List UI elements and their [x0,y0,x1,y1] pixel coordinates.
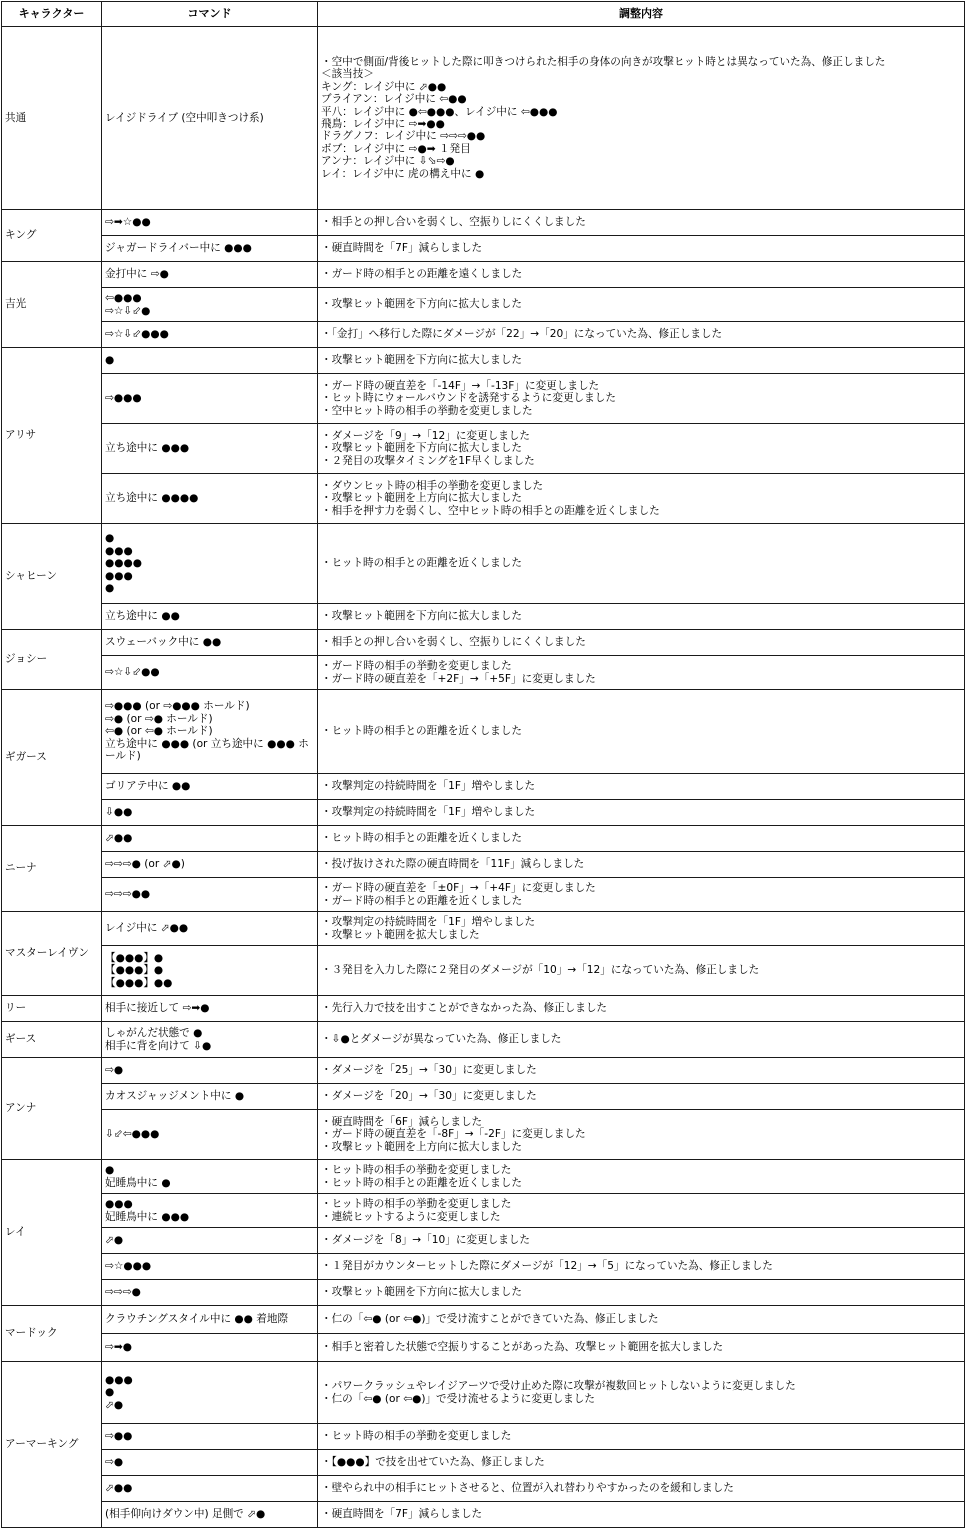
command-cell: ⇨☆●●● [102,1254,318,1280]
table-row [2,1450,965,1476]
command-cell: ⇨➡☆●● [102,210,318,236]
command-cell: ⬀●● [102,826,318,852]
command-cell: ⇨●●● (or ⇨●●● ホールド) ⇨● (or ⇨● ホールド) ⇦● (or ⇦● ホールド) 立ち途中に ●●● (or 立ち途中に ●●● ホールド) [102,690,318,774]
command-cell: ⇩●● [102,800,318,826]
table-row [2,322,965,348]
table-row [2,1476,965,1502]
table-row [2,800,965,826]
table-row [2,424,965,474]
adjustment-cell: ・ダメージを「8」→「10」に変更しました [318,1228,965,1254]
table-row [2,262,965,288]
command-cell: 立ち途中に ●●● [102,424,318,474]
table-row [2,690,965,774]
patch-notes-table [1,1,965,1528]
character-name: アンナ [2,1058,102,1160]
adjustment-cell: ・⇩●とダメージが異なっていた為、修正しました [318,1022,965,1058]
command-cell: ⇨● [102,1450,318,1476]
command-cell: ⇨⇨⇨●● [102,878,318,912]
command-cell: ⇨➡● [102,1334,318,1362]
adjustment-cell: ・【●●●】で技を出せていた為、修正しました [318,1450,965,1476]
command-cell: ⇨⇨⇨● (or ⬀●) [102,852,318,878]
character-name: アリサ [2,348,102,524]
command-cell: しゃがんだ状態で ● 相手に背を向けて ⇩● [102,1022,318,1058]
table-row [2,630,965,656]
command-cell: ⇨⇨⇨● [102,1280,318,1306]
adjustment-cell: ・硬直時間を「6F」減らしました ・ガード時の硬直差を「-8F」→「-2F」に変更しました ・攻撃ヒット範囲を上方向に拡大しました [318,1110,965,1160]
table-row [2,1022,965,1058]
command-cell: 相手に接近して ⇨➡● [102,996,318,1022]
command-cell: ● 妃睡鳥中に ● [102,1160,318,1194]
table-row [2,374,965,424]
character-name: アーマーキング [2,1362,102,1528]
command-cell: ⇦●●● ⇨☆⇩⬃● [102,288,318,322]
table-row [2,236,965,262]
command-cell: ●●● ● ⬀● [102,1362,318,1424]
table-row [2,1160,965,1194]
command-cell: ● [102,348,318,374]
adjustment-cell: ・ガード時の相手の挙動を変更しました ・ガード時の硬直差を「+2F」→「+5F」に変更しました [318,656,965,690]
header-adjustment: 調整内容 [318,2,965,27]
command-cell: 立ち途中に ●●●● [102,474,318,524]
adjustment-cell: ・ガード時の硬直差を「-14F」→「-13F」に変更しました ・ヒット時にウォールバウンドを誘発するように変更しました ・空中ヒット時の相手の挙動を変更しました [318,374,965,424]
table-row [2,288,965,322]
adjustment-cell: ・ダメージを「25」→「30」に変更しました [318,1058,965,1084]
adjustment-cell: ・空中で側面/背後ヒットした際に叩きつけられた相手の身体の向きが攻撃ヒット時とは異なっていた為、修正しました ＜該当技＞ キング：レイジ中に ⬀●● ブライアン：レイジ中に ⇦●● 平八：レイジ中に ●⇦●●●、レイジ中に ⇦●●● 飛鳥：レイジ中に ⇨➡●● ドラグノフ：レイジ中に ⇨⇨⇨●● ボブ：レイジ中に ⇨●➡ １発目 アンナ：レイジ中に ⇩⬂⇨● レイ：レイジ中に 虎の構え中に ● [318,27,965,210]
adjustment-cell: ・投げ抜けされた際の硬直時間を「11F」減らしました [318,852,965,878]
character-name: マードック [2,1306,102,1362]
adjustment-cell: ・硬直時間を「7F」減らしました [318,236,965,262]
table-row [2,210,965,236]
command-cell: ⇨● [102,1058,318,1084]
character-name: ギース [2,1022,102,1058]
adjustment-cell: ・攻撃ヒット範囲を下方向に拡大しました [318,604,965,630]
adjustment-cell: ・ヒット時の相手の挙動を変更しました ・連続ヒットするように変更しました [318,1194,965,1228]
table-row [2,946,965,996]
table-row [2,1194,965,1228]
adjustment-cell: ・ヒット時の相手の挙動を変更しました [318,1424,965,1450]
adjustment-cell: ・ヒット時の相手との距離を近くしました [318,826,965,852]
table-row [2,1084,965,1110]
table-header-row [2,2,965,27]
adjustment-cell: ・攻撃ヒット範囲を下方向に拡大しました [318,1280,965,1306]
table-row [2,1334,965,1362]
table-row [2,1228,965,1254]
command-cell: (相手仰向けダウン中) 足側で ⬀● [102,1502,318,1528]
character-name: マスターレイヴン [2,912,102,996]
command-cell: レイジドライブ (空中叩きつけ系) [102,27,318,210]
command-cell: 金打中に ⇨● [102,262,318,288]
command-cell: ⇩⬃⇦●●● [102,1110,318,1160]
adjustment-cell: ・３発目を入力した際に２発目のダメージが「10」→「12」になっていた為、修正しました [318,946,965,996]
command-cell: ジャガードライバー中に ●●● [102,236,318,262]
adjustment-cell: ・相手との押し合いを弱くし、空振りしにくくしました [318,210,965,236]
adjustment-cell: ・相手と密着した状態で空振りすることがあった為、攻撃ヒット範囲を拡大しました [318,1334,965,1362]
adjustment-cell: ・ダメージを「20」→「30」に変更しました [318,1084,965,1110]
command-cell: 【●●●】● 【●●●】● 【●●●】●● [102,946,318,996]
character-name: 吉光 [2,262,102,348]
table-row [2,1280,965,1306]
table-row [2,1362,965,1424]
table-row [2,1058,965,1084]
adjustment-cell: ・ガード時の硬直差を「±0F」→「+4F」に変更しました ・ガード時の相手との距離を近くしました [318,878,965,912]
table-row [2,1110,965,1160]
command-cell: ⬀● [102,1228,318,1254]
table-row [2,996,965,1022]
adjustment-cell: ・ダウンヒット時の相手の挙動を変更しました ・攻撃ヒット範囲を上方向に拡大しました ・相手を押す力を弱くし、空中ヒット時の相手との距離を近くしました [318,474,965,524]
character-name: リー [2,996,102,1022]
table-row [2,912,965,946]
table-row [2,852,965,878]
character-name: シャヒーン [2,524,102,630]
table-row [2,826,965,852]
adjustment-cell: ・ダメージを「9」→「12」に変更しました ・攻撃ヒット範囲を下方向に拡大しました ・２発目の攻撃タイミングを1F早くしました [318,424,965,474]
command-cell: ⇨☆⇩⬃●●● [102,322,318,348]
adjustment-cell: ・「金打」へ移行した際にダメージが「22」→「20」になっていた為、修正しました [318,322,965,348]
command-cell: ●●● 妃睡鳥中に ●●● [102,1194,318,1228]
adjustment-cell: ・相手との押し合いを弱くし、空振りしにくくしました [318,630,965,656]
adjustment-cell: ・攻撃ヒット範囲を下方向に拡大しました [318,288,965,322]
command-cell: ⇨☆⇩⬃●● [102,656,318,690]
table-row [2,1306,965,1334]
adjustment-cell: ・仁の「⇦● (or ⇦●)」で受け流すことができていた為、修正しました [318,1306,965,1334]
table-row [2,604,965,630]
header-command: コマンド [102,2,318,27]
character-name: キング [2,210,102,262]
adjustment-cell: ・１発目がカウンターヒットした際にダメージが「12」→「5」になっていた為、修正しました [318,1254,965,1280]
command-cell: ゴリアテ中に ●● [102,774,318,800]
character-name: ジョシー [2,630,102,690]
adjustment-cell: ・攻撃ヒット範囲を下方向に拡大しました [318,348,965,374]
command-cell: ● ●●● ●●●● ●●● ● [102,524,318,604]
adjustment-cell: ・硬直時間を「7F」減らしました [318,1502,965,1528]
command-cell: ⇨●● [102,1424,318,1450]
command-cell: スウェーバック中に ●● [102,630,318,656]
command-cell: ⬀●● [102,1476,318,1502]
table-row [2,27,965,210]
character-name: ニーナ [2,826,102,912]
table-row [2,1502,965,1528]
adjustment-cell: ・ヒット時の相手との距離を近くしました [318,690,965,774]
header-character: キャラクター [2,2,102,27]
table-body [2,27,965,1528]
command-cell: 立ち途中に ●● [102,604,318,630]
command-cell: レイジ中に ⬀●● [102,912,318,946]
table-row [2,1424,965,1450]
command-cell: ⇨●●● [102,374,318,424]
adjustment-cell: ・ガード時の相手との距離を遠くしました [318,262,965,288]
table-row [2,1254,965,1280]
table-row [2,656,965,690]
table-row [2,348,965,374]
character-name: ギガース [2,690,102,826]
adjustment-cell: ・ヒット時の相手との距離を近くしました [318,524,965,604]
adjustment-cell: ・攻撃判定の持続時間を「1F」増やしました [318,774,965,800]
adjustment-cell: ・パワークラッシュやレイジアーツで受け止めた際に攻撃が複数回ヒットしないように変更しました ・仁の「⇦● (or ⇦●)」で受け流せるように変更しました [318,1362,965,1424]
command-cell: クラウチングスタイル中に ●● 着地際 [102,1306,318,1334]
adjustment-cell: ・先行入力で技を出すことができなかった為、修正しました [318,996,965,1022]
character-name: 共通 [2,27,102,210]
adjustment-cell: ・攻撃判定の持続時間を「1F」増やしました [318,800,965,826]
adjustment-cell: ・攻撃判定の持続時間を「1F」増やしました ・攻撃ヒット範囲を拡大しました [318,912,965,946]
table-row [2,474,965,524]
adjustment-cell: ・ヒット時の相手の挙動を変更しました ・ヒット時の相手との距離を近くしました [318,1160,965,1194]
adjustment-cell: ・壁やられ中の相手にヒットさせると、位置が入れ替わりやすかったのを緩和しました [318,1476,965,1502]
command-cell: カオスジャッジメント中に ● [102,1084,318,1110]
character-name: レイ [2,1160,102,1306]
table-row [2,774,965,800]
table-row [2,878,965,912]
table-row [2,524,965,604]
